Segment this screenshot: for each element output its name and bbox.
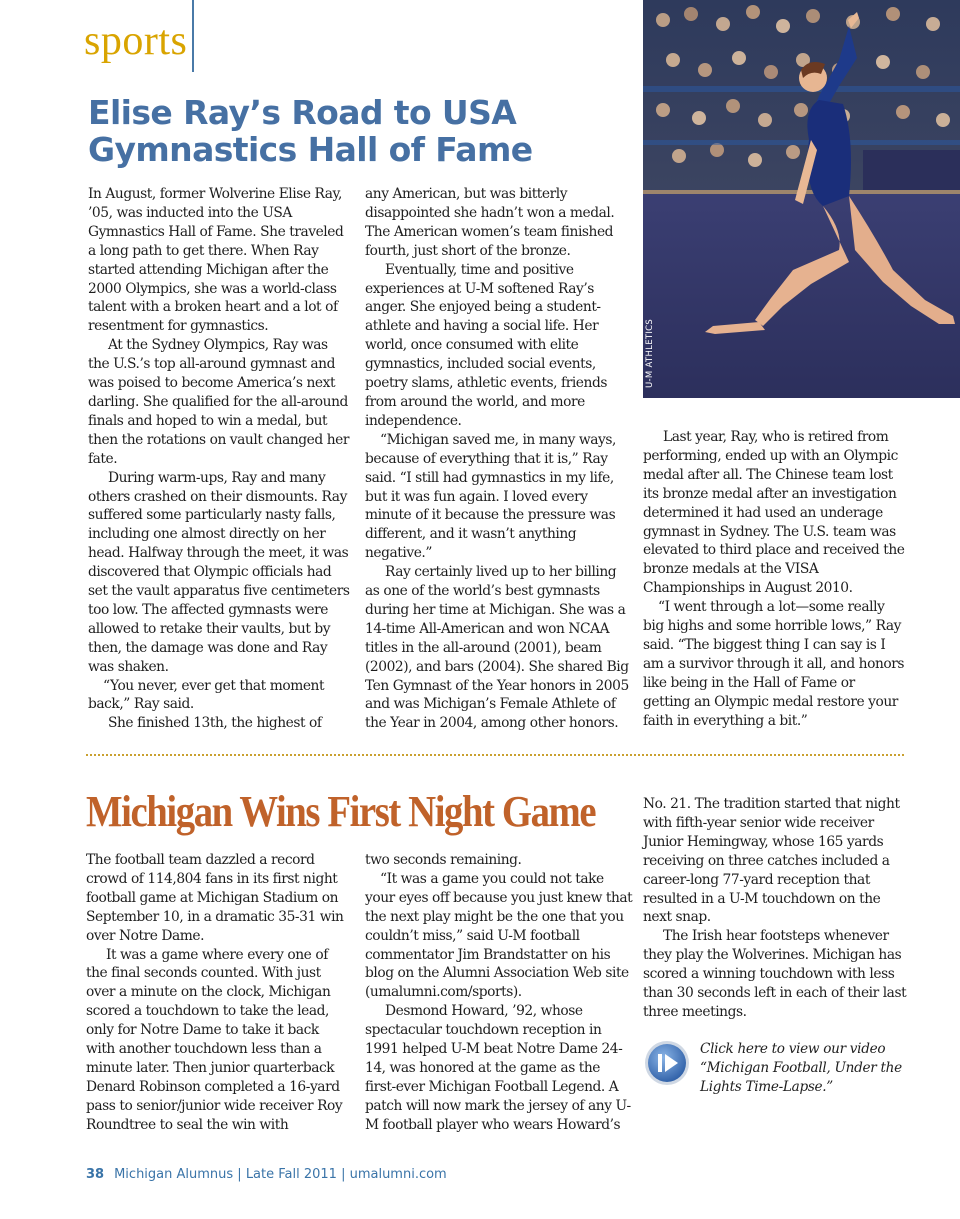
paragraph: Eventually, time and positive experiences at U-M softened Ray’s anger. She enjoyed being a student-athlete and having a social life. Her world, once consumed with elite gymnastics, included social events, poetry slams, athletic events, friends from around the world, and more independence. — [365, 261, 607, 429]
video-link-text[interactable]: Click here to view our video “Michigan Football, Under the Lights Time-Lapse.” — [700, 1041, 902, 1095]
article-title-football: Michigan Wins First Night Game — [86, 787, 596, 836]
article2-column-2 — [365, 851, 633, 1135]
gymnast-photo — [643, 0, 960, 398]
paragraph: two seconds remaining. — [365, 852, 522, 868]
article2-column-1 — [86, 851, 350, 1135]
paragraph: In August, former Wolverine Elise Ray, ’05, was inducted into the USA Gymnastics Hall of Fame. She traveled a long path to get there. When Ray started attending Michigan after the 2000 Olympics, she was a world-class talent with a broken heart and a lot of resentment for gymnastics. — [88, 186, 344, 335]
paragraph: No. 21. The tradition started that night with fifth-year senior wide receiver Junior Hemingway, whose 165 yards receiving on three catches included a career-long 77-yard reception that resulted in a U-M touchdown on the next snap. — [643, 796, 900, 926]
paragraph: Last year, Ray, who is retired from performing, ended up with an Olympic medal after all. The Chinese team lost its bronze medal after an investigation determined it had used an underage gymnast in Sydney. The U.S. team was elevated to third place and received the bronze medals at the VISA Championships in August 2010. — [643, 429, 905, 597]
paragraph: It was a game where every one of the final seconds counted. With just over a minute on the clock, Michigan scored a touchdown to take the lead, only for Notre Dame to take it back with another touchdown less than a minute later. Then junior quarterback Denard Robinson completed a 16-yard pass to senior/junior wide receiver Roy Roundtree to seal the win with — [86, 946, 343, 1133]
photo-credit: U-M ATHLETICS — [645, 318, 655, 388]
paragraph: During warm-ups, Ray and many others crashed on their dismounts. Ray suffered some particularly nasty falls, including one almost directly on her head. Halfway through the meet, it was discovered that Olympic officials had set the vault apparatus five centimeters too low. The affected gymnasts were allowed to retake their vaults, but by then, the damage was done and Ray was shaken. — [88, 469, 350, 675]
page-number: 38 — [86, 1167, 105, 1182]
paragraph: At the Sydney Olympics, Ray was the U.S.’s top all-around gymnast and was poised to become America’s next darling. She qualified for the all-around finals and hoped to win a medal, but then the rotations on vault changed her fate. — [88, 337, 349, 467]
paragraph: “Michigan saved me, in many ways, because of everything that it is,” Ray said. “I still had gymnastics in my life, but it was fun again. I loved every minute of it because the pressure was different, and it wasn’t anything negative.” — [365, 431, 616, 562]
article2-column-3 — [643, 795, 907, 1022]
paragraph: Ray certainly lived up to her billing as one of the world’s best gymnasts during her time at Michigan. She was a 14-time All-American and won NCAA titles in the all-around (2001), beam (2002), and bars (2004). She shared Big Ten Gymnast of the Year honors in 2005 and was Michigan’s Female Athlete of the Year in 2004, among other honors. — [365, 564, 629, 732]
section-label: sports — [84, 18, 188, 64]
publication-info: Michigan Alumnus | Late Fall 2011 | umalumni.com — [114, 1167, 447, 1182]
article1-column-2 — [365, 185, 633, 733]
article-title-gymnastics: Elise Ray’s Road to USA Gymnastics Hall of Fame — [88, 93, 533, 169]
article1-column-3 — [643, 428, 905, 731]
paragraph: She finished 13th, the highest of — [108, 715, 322, 732]
section-divider — [192, 0, 194, 72]
play-button-icon[interactable] — [644, 1040, 690, 1086]
paragraph: any American, but was bitterly disappointed she hadn’t won a medal. The American women’s team finished fourth, just short of the bronze. — [365, 186, 615, 259]
paragraph: The football team dazzled a record crowd of 114,804 fans in its first night football game at Michigan Stadium on September 10, in a dramatic 35-31 win over Notre Dame. — [86, 852, 344, 944]
page-footer — [86, 1167, 447, 1182]
paragraph: “It was a game you could not take your eyes off because you just knew that the next play might be the one that you couldn’t miss,” said U-M football commentator Jim Brandstatter on his blog on the Alumni Association Web site (umalumni.com/sports). — [365, 870, 633, 1001]
paragraph: “I went through a lot—some really big highs and some horrible lows,” Ray said. “The biggest thing I can say is I am a survivor through it all, and honors like being in the Hall of Fame or getting an Olympic medal restore your faith in everything a bit.” — [643, 599, 905, 729]
paragraph: The Irish hear footsteps whenever they play the Wolverines. Michigan has scored a winning touchdown with less than 30 seconds left in each of their last three meetings. — [643, 928, 907, 1020]
section-divider-dotted — [86, 754, 904, 756]
paragraph: Desmond Howard, ’92, whose spectacular touchdown reception in 1991 helped U-M beat Notre Dame 24-14, was honored at the game as the first-ever Michigan Football Legend. A patch will now mark the jersey of any U-M football player who wears Howard’s — [365, 1003, 631, 1133]
article1-column-1 — [88, 185, 350, 733]
paragraph: “You never, ever get that moment back,” Ray said. — [88, 677, 325, 713]
